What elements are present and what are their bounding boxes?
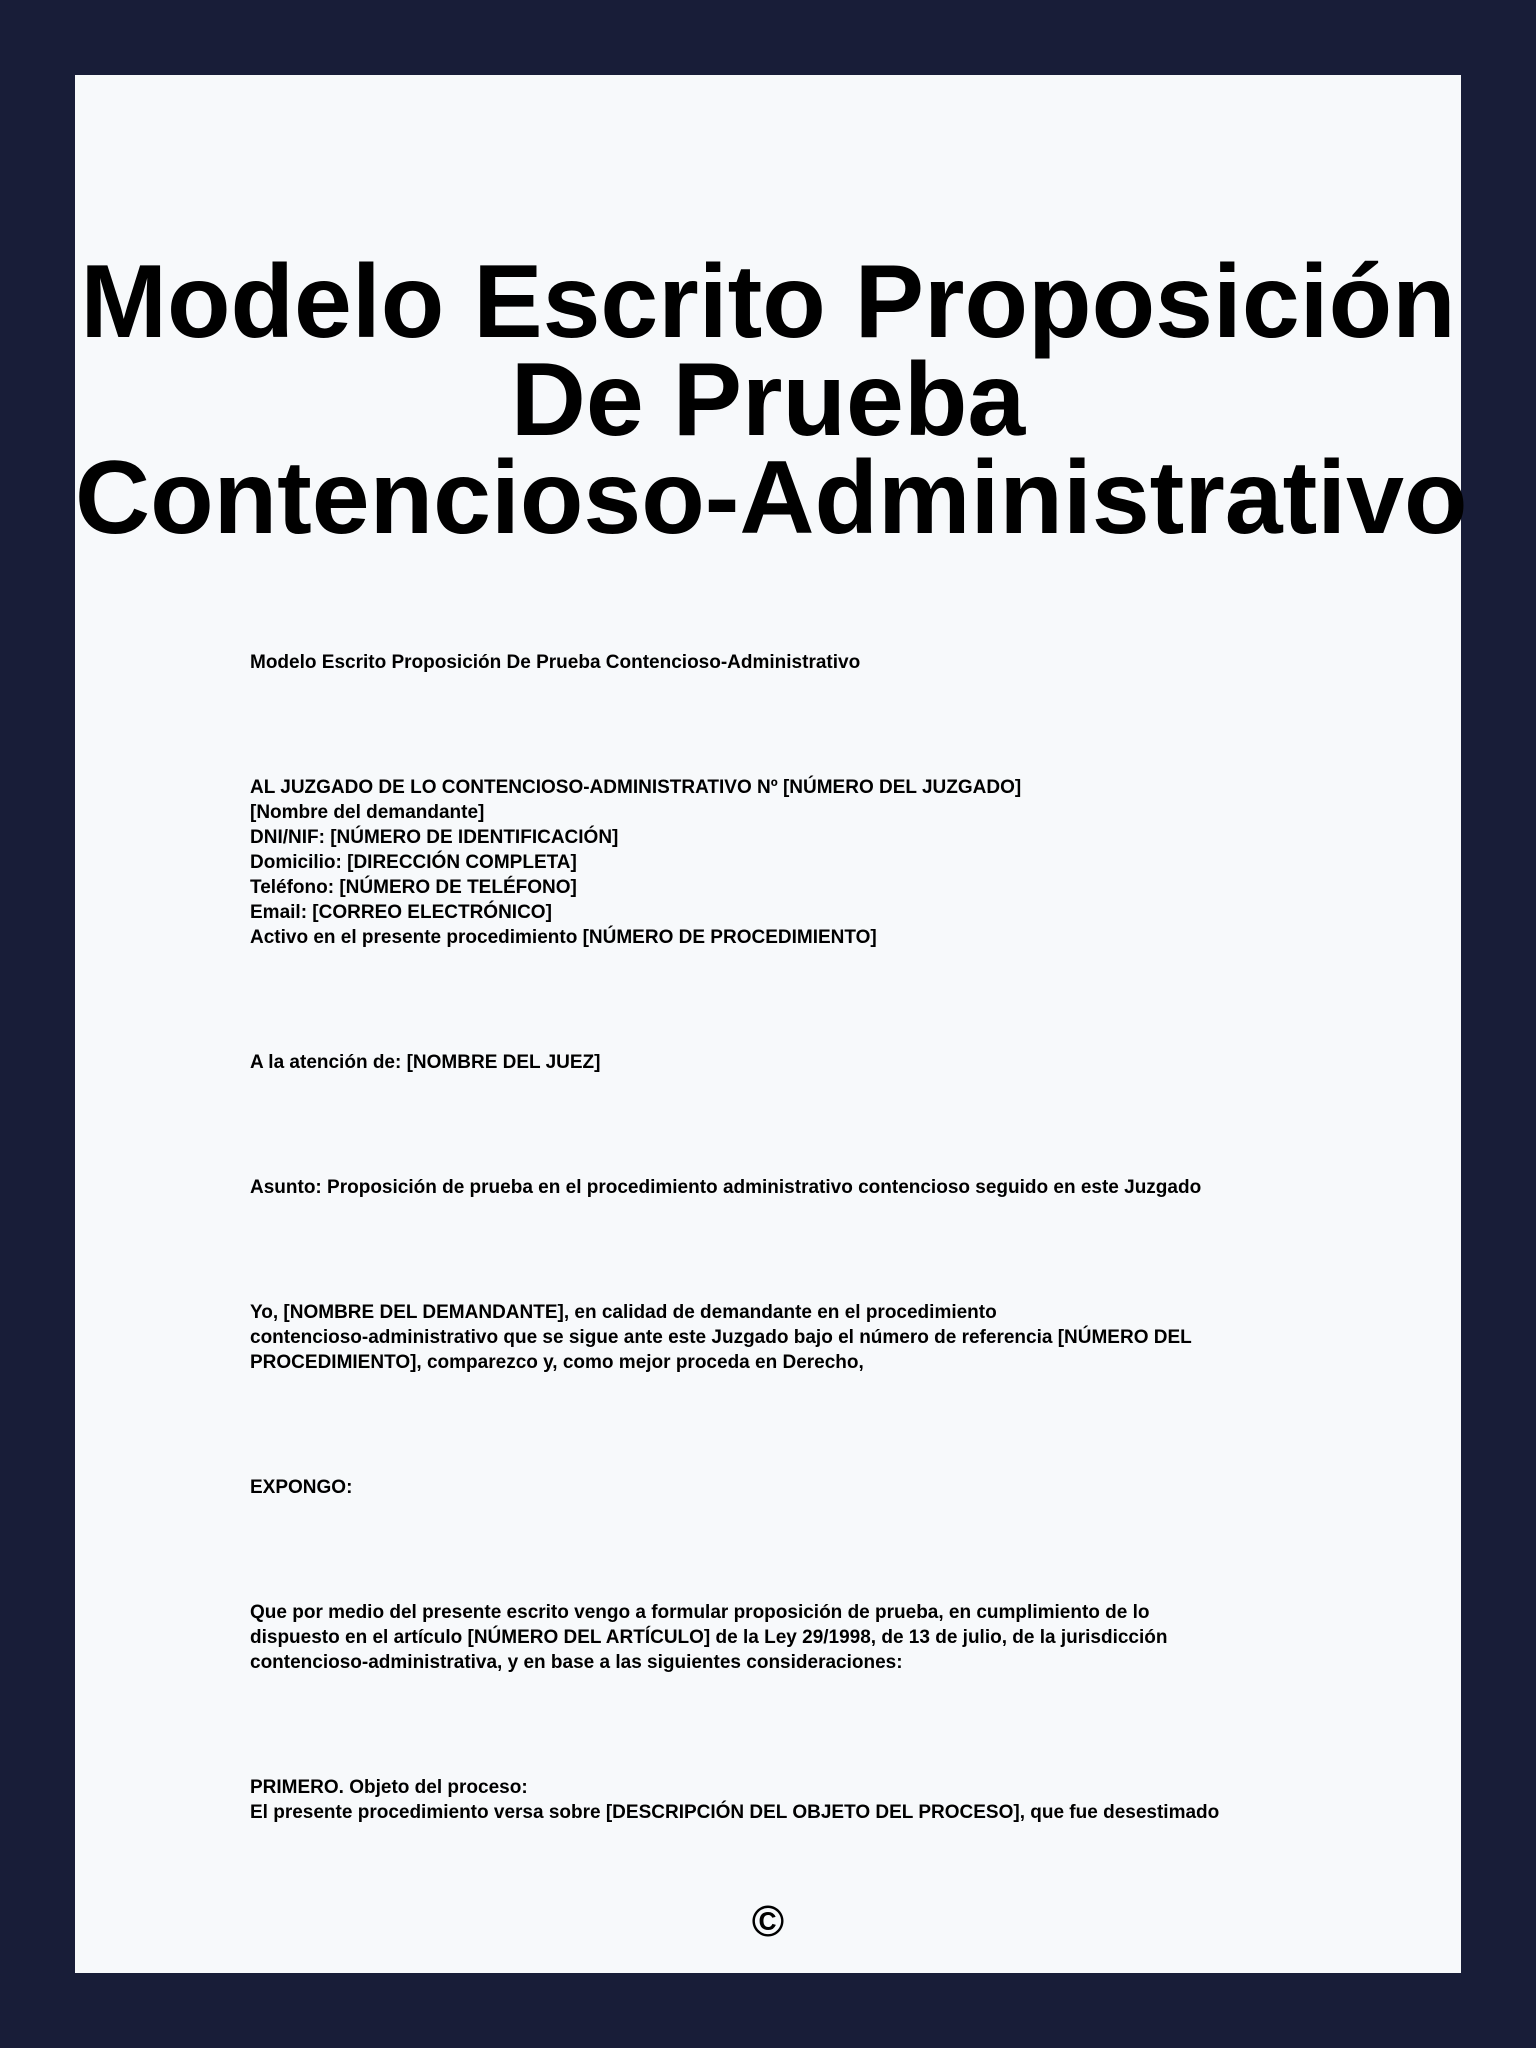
primero-section (250, 1775, 1350, 1825)
addressee-block (250, 775, 1350, 950)
spacer (250, 950, 1350, 1050)
intro-line: contencioso-administrativo que se sigue ante este Juzgado bajo el número de referencia [NÚMERO DEL (250, 1327, 1192, 1348)
intro-line: PROCEDIMIENTO], comparezco y, como mejor proceda en Derecho, (250, 1352, 864, 1373)
document-body (250, 650, 1350, 1825)
addressee-line: Email: [CORREO ELECTRÓNICO] (250, 902, 552, 923)
addressee-line: Teléfono: [NÚMERO DE TELÉFONO] (250, 877, 577, 898)
attention-line: A la atención de: [NOMBRE DEL JUEZ] (250, 1052, 601, 1073)
proposal-line: dispuesto en el artículo [NÚMERO DEL ARTÍCULO] de la Ley 29/1998, de 13 de julio, de la jurisdicción (250, 1627, 1168, 1648)
title-line-1: Modelo Escrito Proposición (80, 244, 1456, 360)
expongo-heading: EXPONGO: (250, 1477, 353, 1498)
intro-line: Yo, [NOMBRE DEL DEMANDANTE], en calidad de demandante en el procedimiento (250, 1302, 997, 1323)
spacer (250, 1675, 1350, 1775)
document-heading: Modelo Escrito Proposición De Prueba Contencioso-Administrativo (250, 652, 861, 673)
addressee-line: Activo en el presente procedimiento [NÚMERO DE PROCEDIMIENTO] (250, 927, 877, 948)
addressee-line: AL JUZGADO DE LO CONTENCIOSO-ADMINISTRATIVO Nº [NÚMERO DEL JUZGADO] (250, 777, 1022, 798)
title-line-3: Contencioso-Administrativo (75, 440, 1468, 556)
proposal-line: contencioso-administrativa, y en base a las siguientes consideraciones: (250, 1652, 903, 1673)
copyright-icon: © (751, 1897, 785, 1946)
intro-paragraph (250, 1300, 1350, 1375)
addressee-line: [Nombre del demandante] (250, 802, 485, 823)
spacer (250, 675, 1350, 775)
proposal-line: Que por medio del presente escrito vengo a formular proposición de prueba, en cumplimiento de lo (250, 1602, 1150, 1623)
spacer (250, 1200, 1350, 1300)
spacer (250, 1075, 1350, 1175)
spacer (250, 1500, 1350, 1600)
primero-line: PRIMERO. Objeto del proceso: (250, 1777, 528, 1798)
primero-line: El presente procedimiento versa sobre [DESCRIPCIÓN DEL OBJETO DEL PROCESO], que fue desestimado (250, 1802, 1220, 1823)
document-title (75, 244, 1468, 556)
document-page (75, 75, 1468, 1973)
addressee-line: Domicilio: [DIRECCIÓN COMPLETA] (250, 852, 577, 873)
proposal-paragraph (250, 1600, 1350, 1675)
addressee-line: DNI/NIF: [NÚMERO DE IDENTIFICACIÓN] (250, 827, 619, 848)
subject-line: Asunto: Proposición de prueba en el procedimiento administrativo contencioso seguido en este Juzgado (250, 1177, 1202, 1198)
spacer (250, 1375, 1350, 1475)
title-line-2: De Prueba (510, 342, 1026, 458)
